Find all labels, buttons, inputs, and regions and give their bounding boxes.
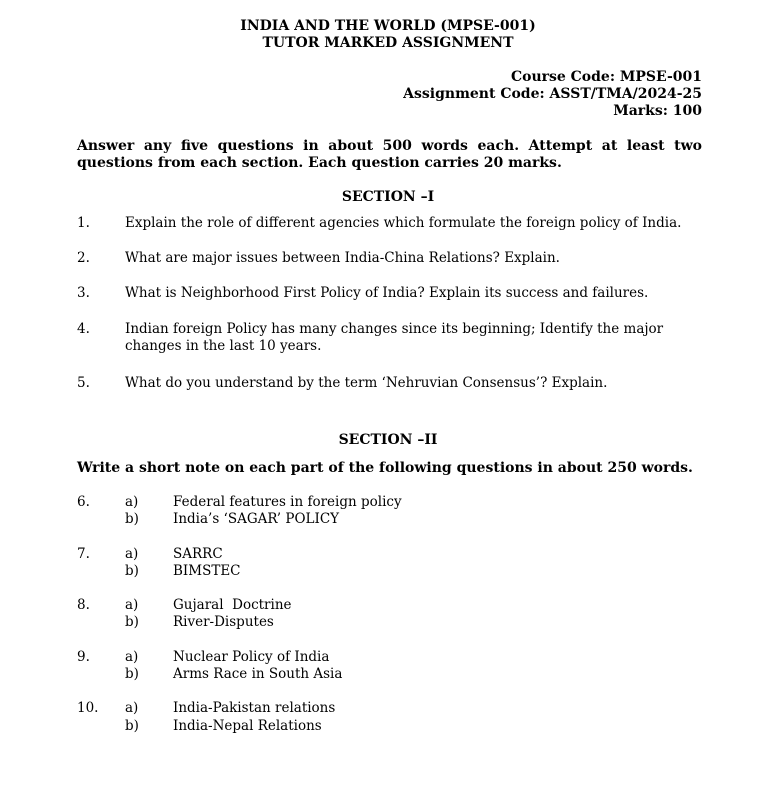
part-b-label: b): [125, 614, 139, 630]
part-b-text: Arms Race in South Asia: [173, 666, 343, 682]
part-b-text: BIMSTEC: [173, 563, 241, 579]
part-b-label: b): [125, 666, 139, 682]
part-b-text: India’s ‘SAGAR’ POLICY: [173, 511, 340, 527]
question-number: 10.: [77, 700, 99, 716]
question-number: 9.: [77, 649, 90, 665]
question-text: What are major issues between India-China Relations? Explain.: [125, 250, 560, 266]
instructions: Answer any five questions in about 500 words each. Attempt at least two questions from each section. Each question carries 20 marks.: [77, 138, 702, 171]
question-number: 4.: [77, 321, 90, 337]
course-code: Course Code: MPSE-001: [510, 69, 702, 85]
question-text: Indian foreign Policy has many changes since its beginning; Identify the major changes in the last 10 years.: [125, 321, 664, 354]
document-title: INDIA AND THE WORLD (MPSE-001): [240, 18, 536, 34]
question-text: What do you understand by the term ‘Nehruvian Consensus’? Explain.: [125, 375, 608, 391]
section-2-title: SECTION –II: [338, 432, 438, 448]
part-b-text: River-Disputes: [173, 614, 274, 630]
part-a-label: a): [125, 546, 139, 562]
part-b-label: b): [125, 718, 139, 734]
question-number: 3.: [77, 285, 90, 301]
part-a-label: a): [125, 494, 139, 510]
question-number: 1.: [77, 215, 90, 231]
part-a-text: India-Pakistan relations: [173, 700, 336, 716]
part-a-text: Gujaral Doctrine: [173, 597, 292, 613]
question-number: 2.: [77, 250, 90, 266]
question-text: Explain the role of different agencies which formulate the foreign policy of India.: [125, 215, 682, 231]
question-number: 5.: [77, 375, 90, 391]
part-a-text: Federal features in foreign policy: [173, 494, 402, 510]
assignment-code: Assignment Code: ASST/TMA/2024-25: [403, 86, 702, 102]
question-number: 7.: [77, 546, 90, 562]
part-b-label: b): [125, 511, 139, 527]
question-number: 8.: [77, 597, 90, 613]
part-a-text: SARRC: [173, 546, 223, 562]
part-b-text: India-Nepal Relations: [173, 718, 322, 734]
section-1-title: SECTION –I: [341, 189, 435, 205]
marks: Marks: 100: [613, 103, 702, 119]
part-b-label: b): [125, 563, 139, 579]
document-subtitle: TUTOR MARKED ASSIGNMENT: [262, 35, 514, 51]
section-2-instruction: Write a short note on each part of the following questions in about 250 words.: [77, 460, 693, 476]
question-number: 6.: [77, 494, 90, 510]
question-text: What is Neighborhood First Policy of India? Explain its success and failures.: [125, 285, 649, 301]
part-a-label: a): [125, 597, 139, 613]
part-a-text: Nuclear Policy of India: [173, 649, 330, 665]
part-a-label: a): [125, 649, 139, 665]
part-a-label: a): [125, 700, 139, 716]
